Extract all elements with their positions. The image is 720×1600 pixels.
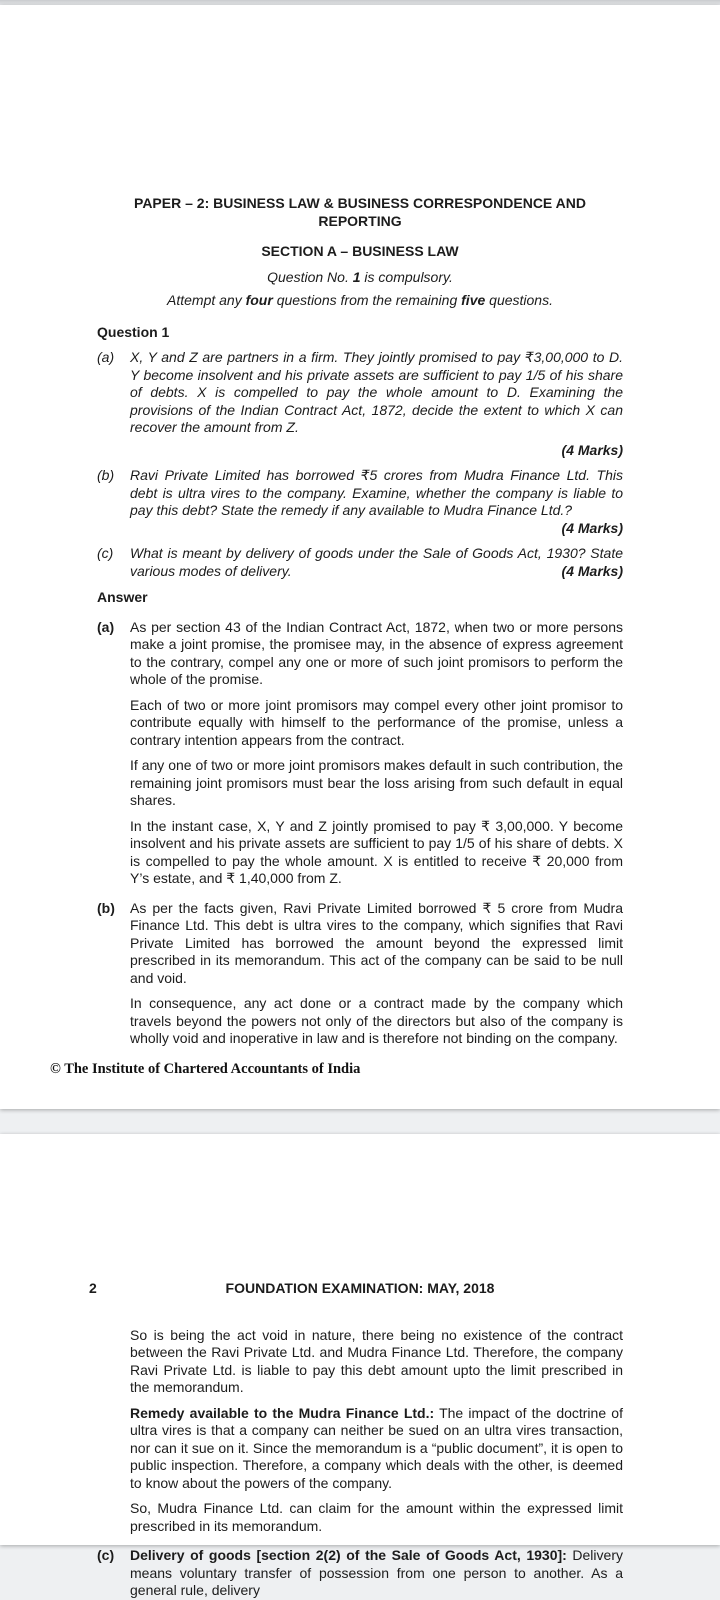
answer-b-paragraph-3: So is being the act void in nature, there being no existence of the contract between the Ravi Private Ltd. and Mudra Finance Ltd. Therefore, the company Ravi Private Ltd. is liable to pay this debt amount upto the limit prescribed in the memorandum. xyxy=(130,1326,623,1395)
answer-b-remedy-paragraph xyxy=(130,1405,623,1493)
paper-title: PAPER – 2: BUSINESS LAW & BUSINESS CORRESPONDENCE AND REPORTING xyxy=(134,195,586,229)
question-b-text xyxy=(130,467,623,537)
exam-header: FOUNDATION EXAMINATION: MAY, 2018 xyxy=(225,1280,495,1296)
answer-a xyxy=(97,619,623,888)
question-b-marks: (4 Marks) xyxy=(561,519,623,536)
question-c-label: (c) xyxy=(97,545,114,561)
answer-a-paragraph-4: In the instant case, X, Y and Z jointly promised to pay ₹ 3,00,000. Y become insolvent and his private assets are sufficient to pay 1/5 of his share of debts. X is compelled to pay the whole amount. X is entitled to receive ₹ 20,000 from Y’s estate, and ₹ 1,40,000 from Z. xyxy=(130,817,623,886)
answer-a-body xyxy=(130,619,623,888)
page-1-content xyxy=(97,5,623,1048)
compulsory-note xyxy=(97,269,623,287)
page-1 xyxy=(0,5,720,1109)
question-c-text xyxy=(130,545,623,580)
answer-a-paragraph-3: If any one of two or more joint promisors makes default in such contribution, the remaining joint promisors must bear the loss arising from such default in equal shares. xyxy=(130,757,623,808)
answer-c-label: (c) xyxy=(97,1547,115,1563)
answer-a-paragraph-2: Each of two or more joint promisors may compel every other joint promisor to contribute equally with himself to the performance of the promise, unless a contrary intention appears from the contract. xyxy=(130,696,623,748)
question-1-heading: Question 1 xyxy=(97,323,170,340)
attempt-note xyxy=(97,292,623,310)
answer-b-label: (b) xyxy=(97,899,115,916)
question-a-body: X, Y and Z are partners in a firm. They jointly promised to pay ₹3,00,000 to D. Y become insolvent and his private assets are sufficient to pay 1/5 of his share of debts. X is compelled to pay the whole amount to D. Examining the provisions of the Indian Contract Act, 1872, decide the extent to which X can recover the amount from Z. xyxy=(130,349,623,435)
answer-a-paragraph-1: As per section 43 of the Indian Contract Act, 1872, when two or more persons make a joint promise, the promisee may, in the absence of express agreement to the contrary, compel any one or more of such joint promisors to perform the whole of the promise. xyxy=(130,618,623,687)
page-2-header-row xyxy=(89,1280,623,1298)
answer-b xyxy=(97,900,623,1048)
compulsory-note-post: is compulsory. xyxy=(360,268,453,285)
answer-b-continued xyxy=(130,1327,623,1536)
question-a xyxy=(97,349,623,437)
compulsory-note-pre: Question No. xyxy=(267,268,353,285)
page-2 xyxy=(0,1134,720,1598)
attempt-note-pre: Attempt any xyxy=(167,292,246,308)
answer-b-body xyxy=(130,900,623,1048)
attempt-note-four: four xyxy=(245,292,273,308)
attempt-note-five: five xyxy=(461,292,486,308)
answer-c xyxy=(97,1547,623,1600)
section-heading: SECTION A – BUSINESS LAW xyxy=(261,243,459,259)
answer-b-paragraph-5: So, Mudra Finance Ltd. can claim for the amount within the expressed limit prescribed in its memorandum. xyxy=(130,1500,623,1534)
remedy-text: The impact of the doctrine of ultra vires is that a company can neither be sued on an ultra vires transaction, nor can it sue on it. Since the memorandum is a “public document”, it is open to public inspection. Therefore, a company which deals with the other, is deemed to know about the powers of the company. xyxy=(130,1404,623,1491)
answer-c-paragraph-1 xyxy=(130,1547,623,1600)
question-c xyxy=(97,545,623,580)
attempt-note-mid: questions from the remaining xyxy=(272,292,462,308)
answer-c-body xyxy=(130,1547,623,1600)
question-b-label: (b) xyxy=(97,467,115,483)
answer-b-paragraph-1: As per the facts given, Ravi Private Limited borrowed ₹ 5 crore from Mudra Finance Ltd. This debt is ultra vires to the company, which signifies that Ravi Private Limited has borrowed the amount beyond the expressed limit prescribed in its memorandum. This act of the company can be said to be null and void. xyxy=(130,899,623,986)
answer-a-label: (a) xyxy=(97,618,115,635)
question-c-body: What is meant by delivery of goods under the Sale of Goods Act, 1930? State various modes of delivery. xyxy=(130,545,623,579)
compulsory-note-number: 1 xyxy=(352,268,361,285)
answer-heading: Answer xyxy=(97,589,148,605)
attempt-note-post: questions. xyxy=(485,292,553,308)
question-b-body: Ravi Private Limited has borrowed ₹5 crores from Mudra Finance Ltd. This debt is ultra vires to the company. Examine, whether the company is liable to pay this debt? State the remedy if any available to Mudra Finance Ltd.? xyxy=(130,467,623,518)
answer-c-heading: Delivery of goods [section 2(2) of the Sale of Goods Act, 1930]: xyxy=(130,1547,567,1563)
remedy-heading: Remedy available to the Mudra Finance Ltd.: xyxy=(130,1404,435,1421)
answer-b-paragraph-2: In consequence, any act done or a contract made by the company which travels beyond the powers not only of the directors but also of the company is wholly void and inoperative in law and is therefore not binding on the company. xyxy=(130,995,623,1046)
answer-c-text: Delivery means voluntary transfer of possession from one person to another. As a general rule, delivery xyxy=(130,1547,623,1598)
question-a-label: (a) xyxy=(97,349,115,365)
question-a-marks-line xyxy=(97,442,623,460)
page-2-content xyxy=(89,1134,623,1600)
question-a-text xyxy=(130,349,623,437)
question-c-marks: (4 Marks) xyxy=(561,562,623,579)
question-a-marks: (4 Marks) xyxy=(561,441,623,458)
copyright-footer: © The Institute of Chartered Accountants of India xyxy=(50,1060,361,1077)
question-b xyxy=(97,467,623,537)
page-number: 2 xyxy=(89,1280,97,1296)
